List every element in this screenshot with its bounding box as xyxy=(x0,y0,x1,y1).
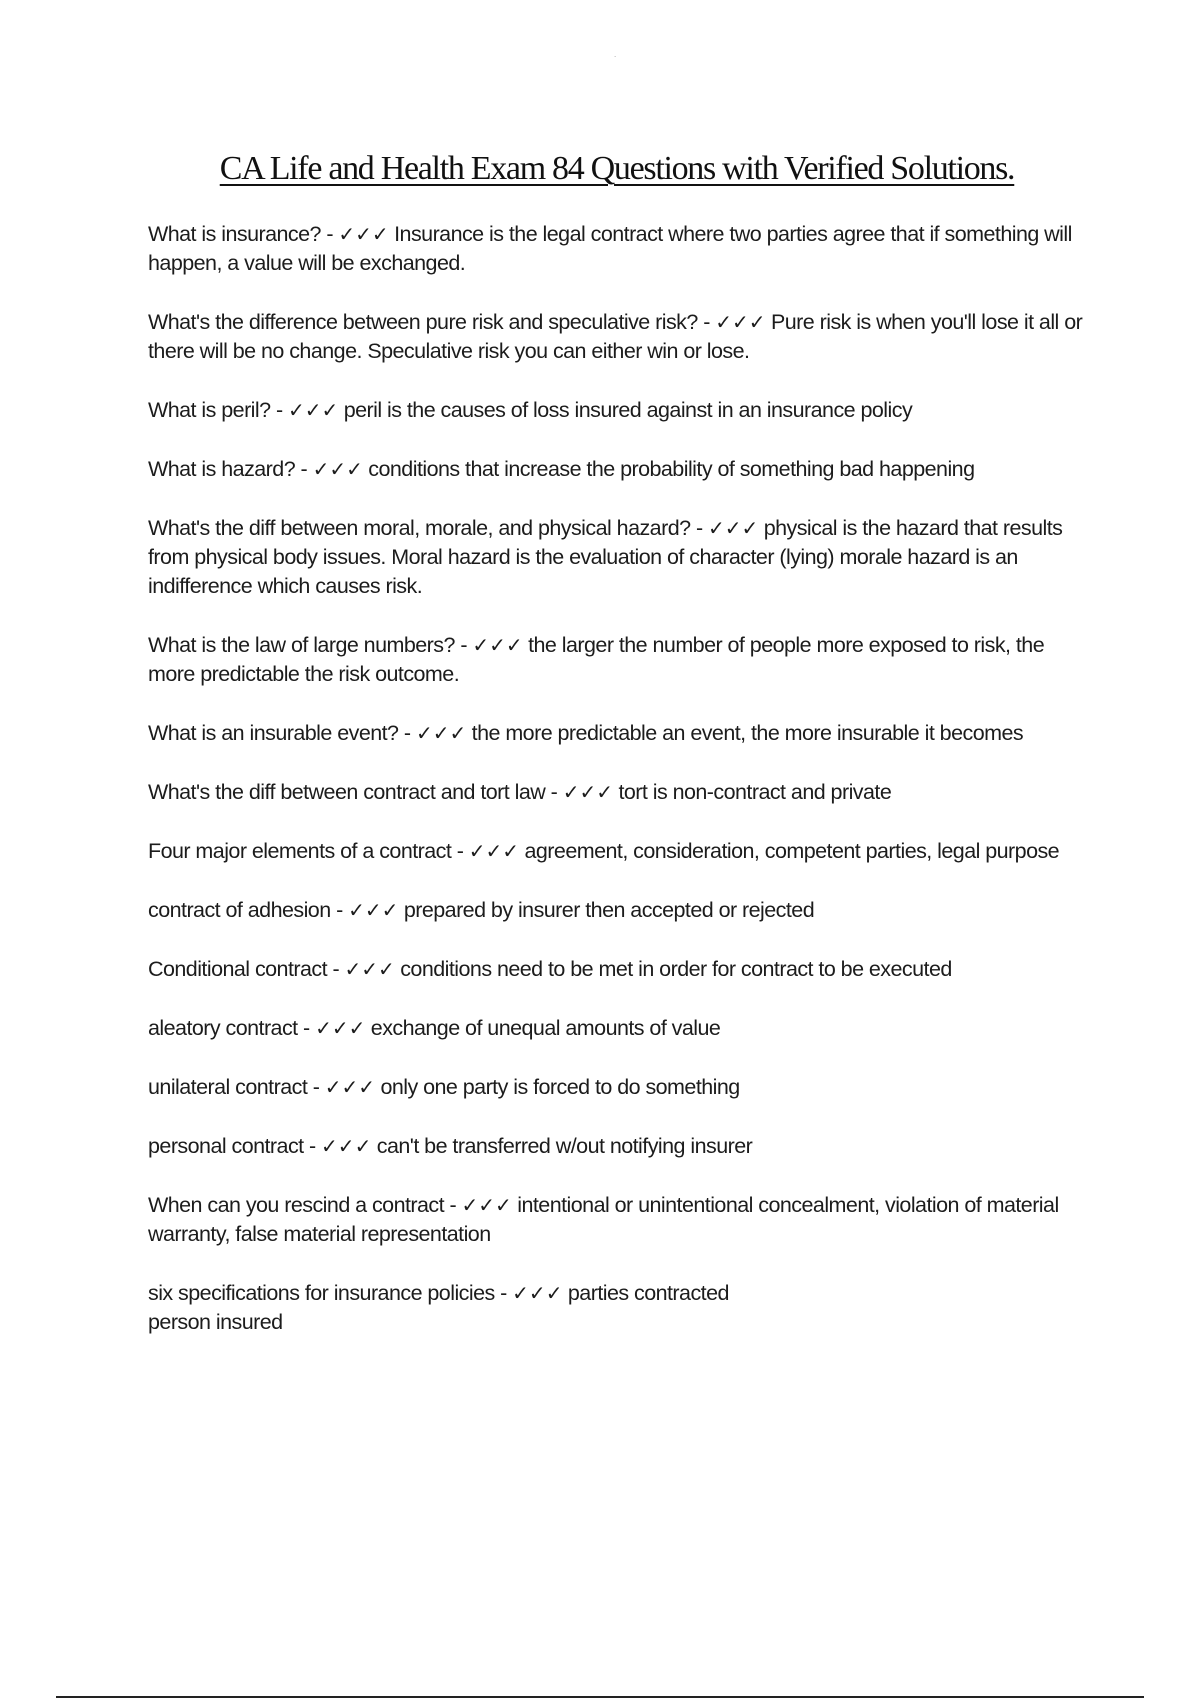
answer: agreement, consideration, competent parties, legal purpose xyxy=(524,839,1060,863)
qa-item xyxy=(148,1279,1088,1337)
question: What is an insurable event? xyxy=(148,721,399,745)
separator: - xyxy=(451,839,469,863)
check-marks-icon: ✓✓✓ xyxy=(415,721,467,745)
separator: - xyxy=(327,957,345,981)
check-marks-icon: ✓✓✓ xyxy=(338,222,389,246)
check-marks-icon: ✓✓✓ xyxy=(321,1134,372,1158)
question: What is the law of large numbers? xyxy=(148,633,455,657)
question: What's the diff between contract and tort law xyxy=(148,780,546,804)
question: When can you rescind a contract xyxy=(148,1193,445,1217)
separator: - xyxy=(444,1193,462,1217)
qa-item xyxy=(148,1132,1088,1161)
question: What is insurance? xyxy=(148,222,321,246)
check-marks-icon: ✓✓✓ xyxy=(512,1281,563,1305)
check-marks-icon: ✓✓✓ xyxy=(324,1075,376,1099)
scan-mark: . xyxy=(614,50,617,59)
separator: - xyxy=(295,457,313,481)
question: aleatory contract xyxy=(148,1016,298,1040)
qa-item xyxy=(148,631,1088,689)
answer: exchange of unequal amounts of value xyxy=(370,1016,721,1040)
qa-item xyxy=(148,955,1088,984)
separator: - xyxy=(697,310,716,334)
question: Conditional contract xyxy=(148,957,328,981)
answer: physical is the hazard that results from physical body issues. Moral hazard is the evaluation of character (lying) morale hazard is an indifference which causes risk. xyxy=(148,516,1063,598)
separator: - xyxy=(297,1016,316,1040)
separator: - xyxy=(303,1134,322,1158)
qa-item xyxy=(148,1191,1088,1249)
separator: - xyxy=(494,1281,513,1305)
qa-item xyxy=(148,220,1088,278)
question: contract of adhesion xyxy=(148,898,331,922)
answer: Insurance is the legal contract where two parties agree that if something will happen, a value will be exchanged. xyxy=(148,222,1072,275)
qa-item xyxy=(148,1014,1088,1043)
question: personal contract xyxy=(148,1134,304,1158)
answer: intentional or unintentional concealment, violation of material warranty, false material representation xyxy=(148,1193,1059,1246)
check-marks-icon: ✓✓✓ xyxy=(344,957,395,981)
qa-item xyxy=(148,778,1088,807)
check-marks-icon: ✓✓✓ xyxy=(312,457,363,481)
check-marks-icon: ✓✓✓ xyxy=(315,1016,366,1040)
document-title: CA Life and Health Exam 84 Questions with Verified Solutions. xyxy=(219,150,1015,187)
answer: can't be transferred w/out notifying insurer xyxy=(376,1134,753,1158)
separator: - xyxy=(398,721,416,745)
qa-item xyxy=(148,1073,1088,1102)
check-marks-icon: ✓✓✓ xyxy=(707,516,759,540)
question: What is hazard? xyxy=(148,457,296,481)
answer: conditions need to be met in order for contract to be executed xyxy=(400,957,952,981)
separator: - xyxy=(690,516,708,540)
qa-item xyxy=(148,308,1088,366)
check-marks-icon: ✓✓✓ xyxy=(715,310,766,334)
check-marks-icon: ✓✓✓ xyxy=(472,633,523,657)
separator: - xyxy=(270,398,289,422)
answer: prepared by insurer then accepted or rejected xyxy=(403,898,815,922)
answer: the larger the number of people more exposed to risk, the more predictable the risk outcome. xyxy=(148,633,1045,686)
question: Four major elements of a contract xyxy=(148,839,452,863)
qa-item xyxy=(148,455,1088,484)
separator: - xyxy=(307,1075,325,1099)
qa-item xyxy=(148,837,1088,866)
question: What is peril? xyxy=(148,398,271,422)
check-marks-icon: ✓✓✓ xyxy=(288,398,339,422)
footer-divider xyxy=(56,1696,1144,1698)
answer: the more predictable an event, the more insurable it becomes xyxy=(471,721,1024,745)
check-marks-icon: ✓✓✓ xyxy=(461,1193,512,1217)
separator: - xyxy=(454,633,473,657)
qa-item xyxy=(148,719,1088,748)
question: What's the diff between moral, morale, and physical hazard? xyxy=(148,516,691,540)
answer: parties contracted person insured xyxy=(148,1281,729,1334)
answer: conditions that increase the probability of something bad happening xyxy=(368,457,975,481)
separator: - xyxy=(545,780,563,804)
question: unilateral contract xyxy=(148,1075,308,1099)
qa-item xyxy=(148,896,1088,925)
qa-list xyxy=(148,220,1088,1367)
check-marks-icon: ✓✓✓ xyxy=(468,839,520,863)
separator: - xyxy=(320,222,339,246)
check-marks-icon: ✓✓✓ xyxy=(348,898,399,922)
answer: peril is the causes of loss insured against in an insurance policy xyxy=(343,398,913,422)
separator: - xyxy=(330,898,349,922)
answer: tort is non-contract and private xyxy=(618,780,892,804)
question: six specifications for insurance policies xyxy=(148,1281,495,1305)
question: What's the difference between pure risk and speculative risk? xyxy=(148,310,698,334)
answer: only one party is forced to do something xyxy=(380,1075,740,1099)
check-marks-icon: ✓✓✓ xyxy=(562,780,613,804)
qa-item xyxy=(148,396,1088,425)
qa-item xyxy=(148,514,1088,601)
answer: Pure risk is when you'll lose it all or there will be no change. Speculative risk you can either win or lose. xyxy=(148,310,1083,363)
